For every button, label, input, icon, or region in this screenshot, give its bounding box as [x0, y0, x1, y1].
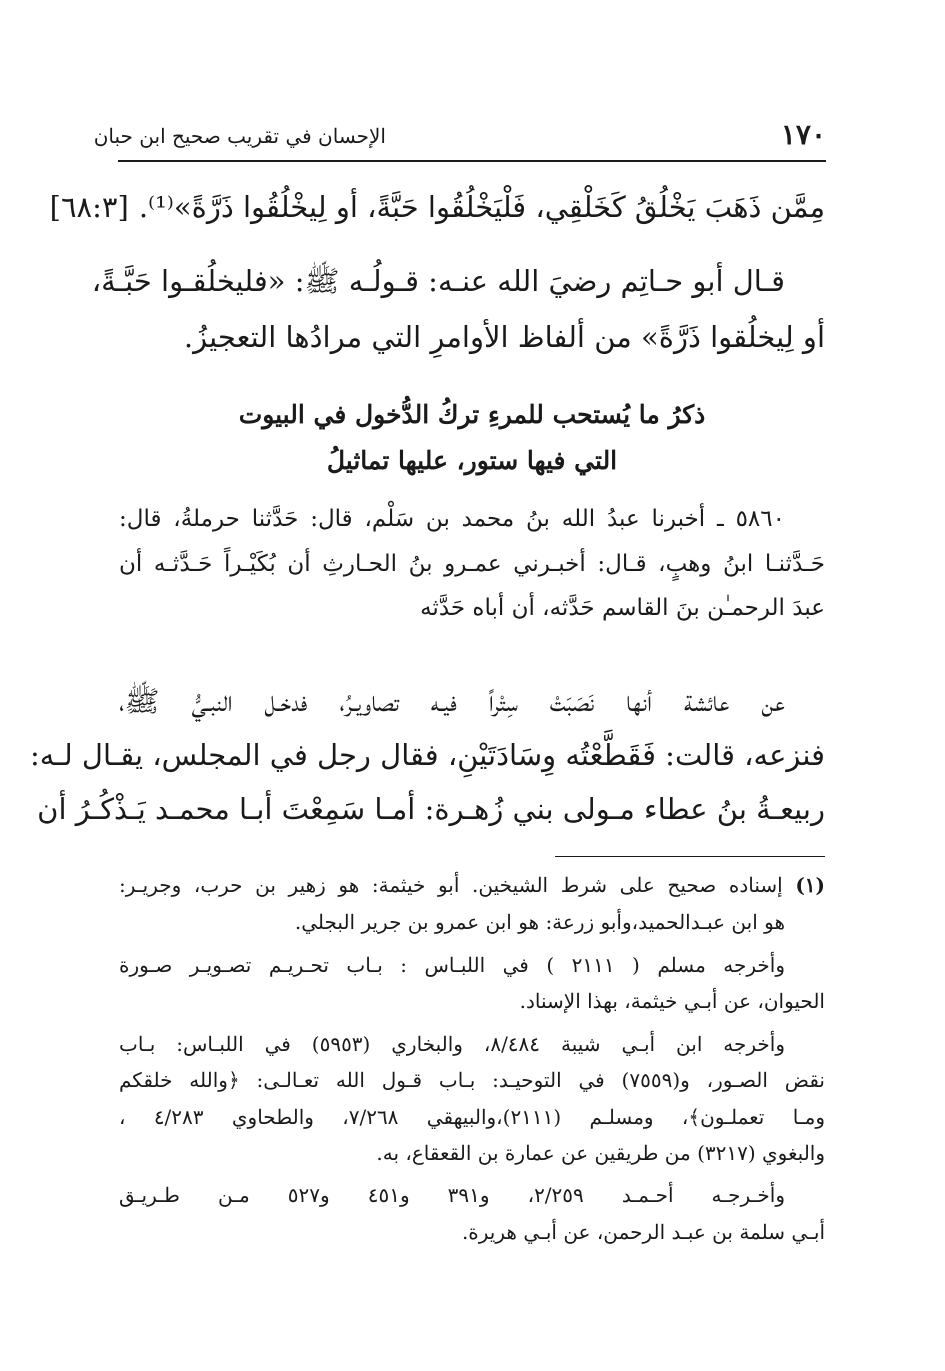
- isnad-line-2: حَـدَّثنـا ابنُ وهبٍ، قـال: أخبـرني عمـرو بنُ الحـارثِ أن بُكَيْـراً حَـدَّثـه أن: [119, 551, 825, 577]
- header-divider: [118, 160, 826, 162]
- commentary-line-2: أو لِيخلُقوا ذَرَّةً» من ألفاظ الأوامرِ التي مرادُها التعجيزُ.: [183, 320, 825, 354]
- footnote-text: إسناده صحيح على شرط الشيخين. أبو خيثمة: هو زهير بن حرب، وجريـر:: [119, 873, 783, 897]
- footnote-3-line-1: وأخرجه ابن أبـي شيبة ٨/٤٨٤، والبخاري (٥٩٥٣) في اللبـاس: بـاب: [119, 1032, 785, 1056]
- footnote-divider: [555, 856, 825, 857]
- chapter-heading-line-1: ذكرُ ما يُستحب للمرءِ تركُ الدُّخول في البيوت: [238, 400, 706, 429]
- isnad-line-3: عبدَ الرحمـٰن بنَ القاسم حَدَّثه، أن أباه حَدَّثه: [420, 595, 825, 621]
- footnote-2-line-1: وأخرجه مسلم ( ٢١١١ ) في اللبـاس : بـاب تحـريـم تصـويـر صـورة: [119, 953, 786, 977]
- hadith-continuation-text: مِمَّن ذَهَبَ يَخْلُقُ كَخَلْقِي، فَلْيَخْلُقُوا حَبَّةً، أو لِيخْلُقُوا ذَرَّةً»⁽¹⁾.: [138, 190, 825, 224]
- running-header: [93, 118, 826, 158]
- header-title: الإحسان في تقريب صحيح ابن حبان: [93, 124, 386, 148]
- hadith-continuation: [49, 190, 825, 224]
- isnad-line-1: ٥٨٦٠ ـ أخبرنا عبدُ الله بنُ محمد بن سَلْم، قال: حَدَّثنا حرملةُ، قال:: [119, 506, 785, 532]
- footnote-3-line-2: نقض الصـور، و(٧٥٥٩) في التوحيـد: بـاب قـول الله تعـالـى: ﴿والله خلقكم: [119, 1068, 825, 1092]
- commentary-line-1: قـال أبو حـاتِم رضيَ الله عنـه: قـولُـه ﷺ: «فليخلُقـوا حَبَّـةً،: [91, 264, 785, 298]
- footnote-marker: (١): [795, 873, 825, 897]
- footnote-3-line-3: ومـا تعملـون﴾، ومسلـم (٢١١١)،والبيهقي ٧/٢٦٨، والطحاوي ٤/٢٨٣ ،: [119, 1105, 826, 1129]
- matn-line-3: ربيعـةُ بنُ عطاء مـولى بني زُهـرة: أمـا سَمِعْتَ أبـا محمـد يَـذْكُـرُ أن: [37, 792, 825, 826]
- footnote-4-line-2: أبـي سلمة بن عبـد الرحمن، عن أبـي هريرة.: [461, 1220, 825, 1244]
- footnote-4-line-1: وأخـرجـه أحـمـد ٢/٢٥٩، و٣٩١ و٤٥١ و٥٢٧ مـن طـريـق: [119, 1183, 785, 1207]
- page-number: ١٧٠: [780, 118, 826, 151]
- chapter-heading-line-2: التي فيها ستور، عليها تماثيلُ: [326, 446, 618, 475]
- footnote-3-line-4: والبغوي (٣٢١٧) من طريقين عن عمارة بن القعقاع، به.: [376, 1141, 825, 1165]
- footnote-1-line-1: [119, 873, 825, 897]
- footnote-1-line-2: هو ابن عبـدالحميد،وأبو زرعة: هو ابن عمرو بن جرير البجلي.: [294, 910, 785, 934]
- matn-line-1: عن عائشة أنها نَصَبَتْ سِتْراً فيـه تصاويـرُ، فدخـل النبـيُّ ﷺ،: [119, 684, 785, 718]
- hadith-reference: [٦٨:٣]: [49, 190, 129, 224]
- footnote-2-line-2: الحيوان، عن أبـي خيثمة، بهذا الإسناد.: [519, 989, 825, 1013]
- matn-line-2: فنزعه، قالت: فَقَطَّعْتُه وِسَادَتَيْنِ، فقال رجل في المجلس، يقـال لـه:: [30, 738, 825, 772]
